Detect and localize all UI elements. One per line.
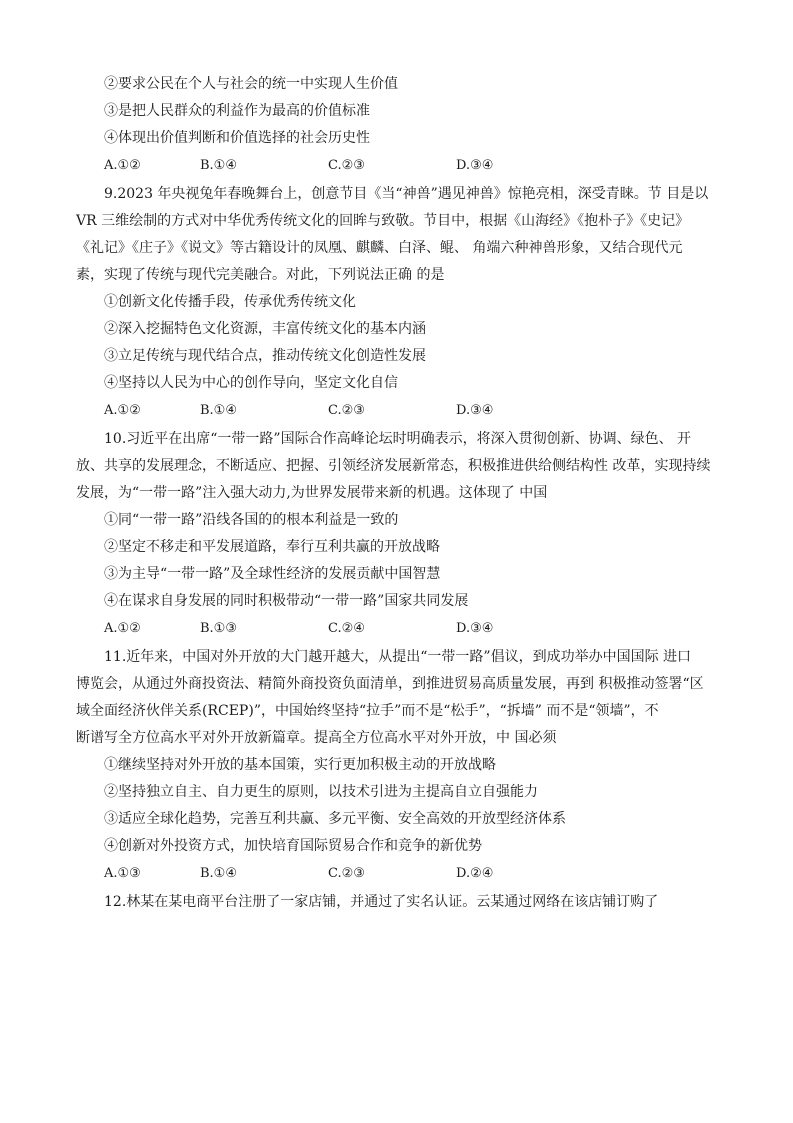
q11-choice-c: C.②③ <box>328 866 365 881</box>
q10-option-1: ①同“一带一路”沿线各国的的根本利益是一致的 <box>104 512 399 528</box>
q11-option-1: ①继续坚持对外开放的基本国策，实行更加积极主动的开放战略 <box>104 757 496 773</box>
q9-choice-b: B.①④ <box>200 403 237 418</box>
q10-choice-d: D.③④ <box>456 621 494 636</box>
q10-option-3: ③为主导“一带一路”及全球性经济的发展贡献中国智慧 <box>104 566 441 582</box>
q8-choice-c: C.②③ <box>328 158 365 173</box>
q9-option-3: ③立足传统与现代结合点，推动传统文化创造性发展 <box>104 348 426 364</box>
q10-stem-line-2: 放、共享的发展理念，不断适应、把握、引领经济发展新常态，积极推进供给侧结构性 改革，实现持续 <box>76 458 711 474</box>
q8-choice-d: D.③④ <box>456 158 494 173</box>
q10-choice-a: A.①② <box>104 621 141 636</box>
q8-option-2: ②要求公民在个人与社会的统一中实现人生价值 <box>104 76 398 92</box>
q10-choice-c: C.②④ <box>328 621 365 636</box>
q9-option-4: ④坚持以人民为中心的创作导向，坚定文化自信 <box>104 375 398 391</box>
q11-stem-line-2: 博览会，从通过外商投资法、精简外商投资负面清单，到推进贸易高质量发展，再到 积极推动签署“区 <box>76 676 704 692</box>
q11-option-3: ③适应全球化趋势，完善互利共赢、多元平衡、安全高效的开放型经济体系 <box>104 811 566 827</box>
q9-option-1: ①创新文化传播手段，传承优秀传统文化 <box>104 294 356 310</box>
q11-stem-line-3: 域全面经济伙伴关系(RCEP)”，中国始终坚持“拉手”而不是“松手”，“拆墙” 而不是“领墙”，不 <box>76 703 659 719</box>
q8-option-3: ③是把人民群众的利益作为最高的价值标准 <box>104 103 370 119</box>
q9-stem-line-1: 9.2023 年央视兔年春晚舞台上，创意节目《当“神兽”遇见神兽》惊艳亮相，深受青睐。节 目是以 <box>104 186 709 202</box>
q8-choice-a: A.①② <box>104 158 141 173</box>
q11-option-4: ④创新对外投资方式，加快培育国际贸易合作和竞争的新优势 <box>104 838 482 854</box>
q11-choice-a: A.①③ <box>104 866 141 881</box>
q11-choice-b: B.①④ <box>200 866 237 881</box>
q8-choice-b: B.①④ <box>200 158 237 173</box>
q10-option-2: ②坚定不移走和平发展道路，奉行互利共赢的开放战略 <box>104 539 440 555</box>
q9-choice-c: C.②③ <box>328 403 365 418</box>
q11-choice-d: D.②④ <box>456 866 494 881</box>
q9-choice-d: D.③④ <box>456 403 494 418</box>
q10-stem-line-3: 发展，为“一带一路”注入强大动力,为世界发展带来新的机遇。这体现了 中国 <box>76 485 548 501</box>
q9-choice-a: A.①② <box>104 403 141 418</box>
q10-choice-b: B.①③ <box>200 621 237 636</box>
q11-stem-line-4: 断谱写全方位高水平对外开放新篇章。提高全方位高水平对外开放，中 国必须 <box>76 730 557 746</box>
q11-option-2: ②坚持独立自主、自力更生的原则，以技术引进为主提高自立自强能力 <box>104 784 538 800</box>
q10-stem-line-1: 10.习近平在出席“一带一路”国际合作高峰论坛时明确表示，将深入贯彻创新、协调、绿色、 开 <box>104 431 692 447</box>
q11-stem-line-1: 11.近年来，中国对外开放的大门越开越大，从提出“一带一路”倡议，到成功举办中国国际 进口 <box>104 649 692 665</box>
q10-option-4: ④在谋求自身发展的同时积极带动“一带一路”国家共同发展 <box>104 593 469 609</box>
q12-stem-line-1: 12.林某在某电商平台注册了一家店铺，并通过了实名认证。云某通过网络在该店铺订购了 <box>104 894 659 910</box>
q9-stem-line-2: VR 三维绘制的方式对中华优秀传统文化的回眸与致敬。节目中，根据《山海经》《抱朴子》《史记》 <box>76 213 690 229</box>
q8-option-4: ④体现出价值判断和价值选择的社会历史性 <box>104 130 370 146</box>
q9-stem-line-3: 《礼记》《庄子》《说文》等古籍设计的凤凰、麒麟、白泽、鲲、 角端六种神兽形象，又结合现代元 <box>76 240 683 256</box>
q9-option-2: ②深入挖掘特色文化资源，丰富传统文化的基本内涵 <box>104 321 426 337</box>
q9-stem-line-4: 素，实现了传统与现代完美融合。对此，下列说法正确 的是 <box>76 267 445 283</box>
